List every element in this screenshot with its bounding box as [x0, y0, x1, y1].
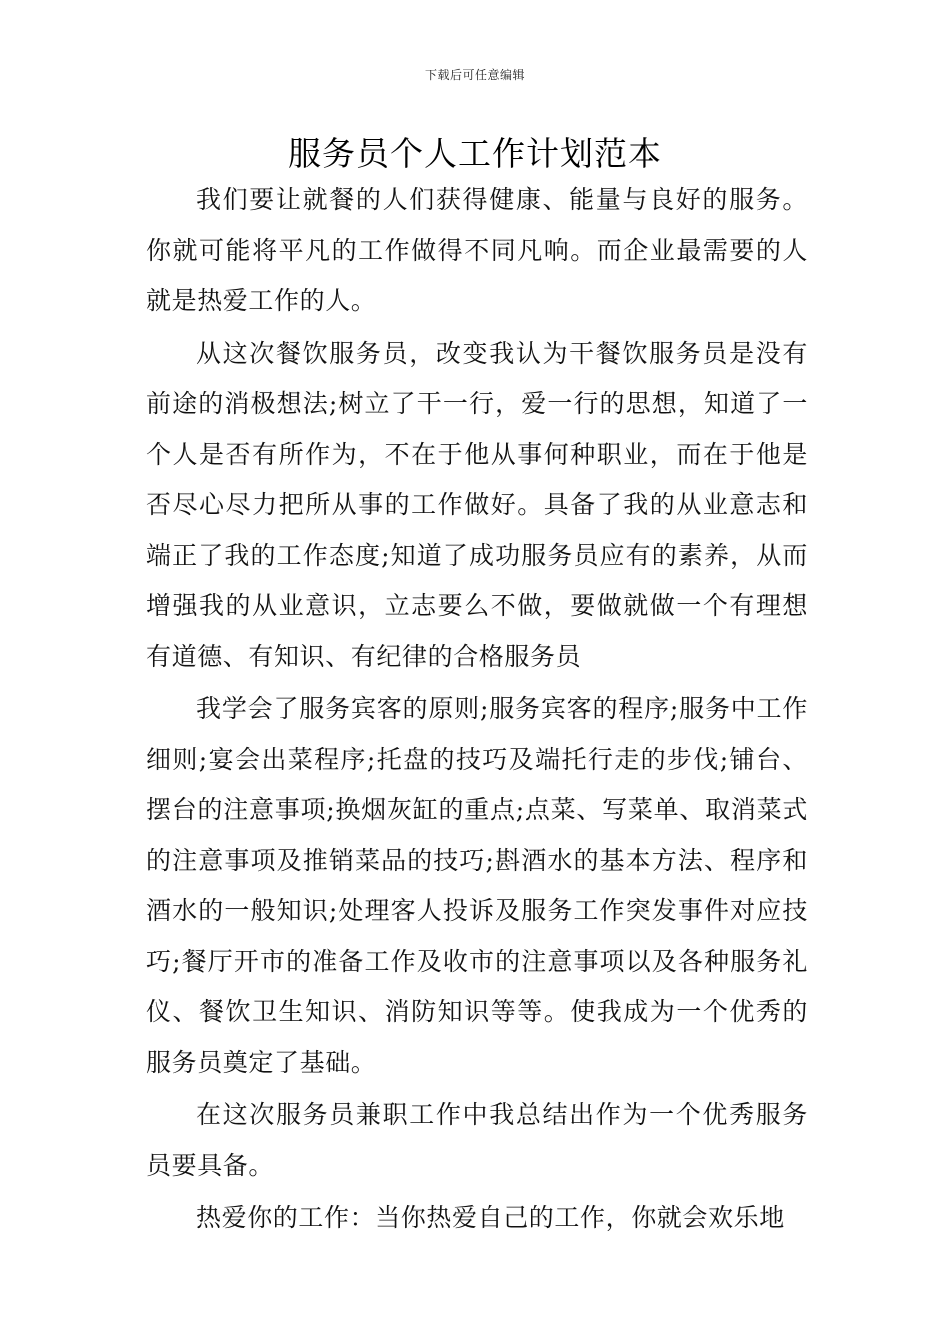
paragraph-3: 我学会了服务宾客的原则;服务宾客的程序;服务中工作细则;宴会出菜程序;托盘的技巧及端托行走的步伐;铺台、摆台的注意事项;换烟灰缸的重点;点菜、写菜单、取消菜式的注意事项及推销菜品的技巧;斟酒水的基本方法、程序和酒水的一般知识;处理客人投诉及服务工作突发事件对应技巧;餐厅开市的准备工作及收市的注意事项以及各种服务礼仪、餐饮卫生知识、消防知识等等。使我成为一个优秀的服务员奠定了基础。 — [146, 694, 808, 1077]
header-note: 下载后可任意编辑 — [424, 68, 525, 82]
paragraph-5: 热爱你的工作：当你热爱自己的工作，你就会欢乐地 — [196, 1203, 785, 1232]
document-body — [146, 175, 808, 1246]
document-title: 服务员个人工作计划范本 — [288, 134, 662, 173]
paragraph-1: 我们要让就餐的人们获得健康、能量与良好的服务。你就可能将平凡的工作做得不同凡响。而企业最需要的人就是热爱工作的人。 — [146, 185, 808, 315]
paragraph-2: 从这次餐饮服务员，改变我认为干餐饮服务员是没有前途的消极想法;树立了干一行，爱一行的思想，知道了一个人是否有所作为，不在于他从事何种职业，而在于他是否尽心尽力把所从事的工作做好。具备了我的从业意志和端正了我的工作态度;知道了成功服务员应有的素养，从而增强我的从业意识，立志要么不做，要做就做一个有理想有道德、有知识、有纪律的合格服务员 — [146, 338, 808, 671]
paragraph-4: 在这次服务员兼职工作中我总结出作为一个优秀服务员要具备。 — [146, 1100, 808, 1180]
